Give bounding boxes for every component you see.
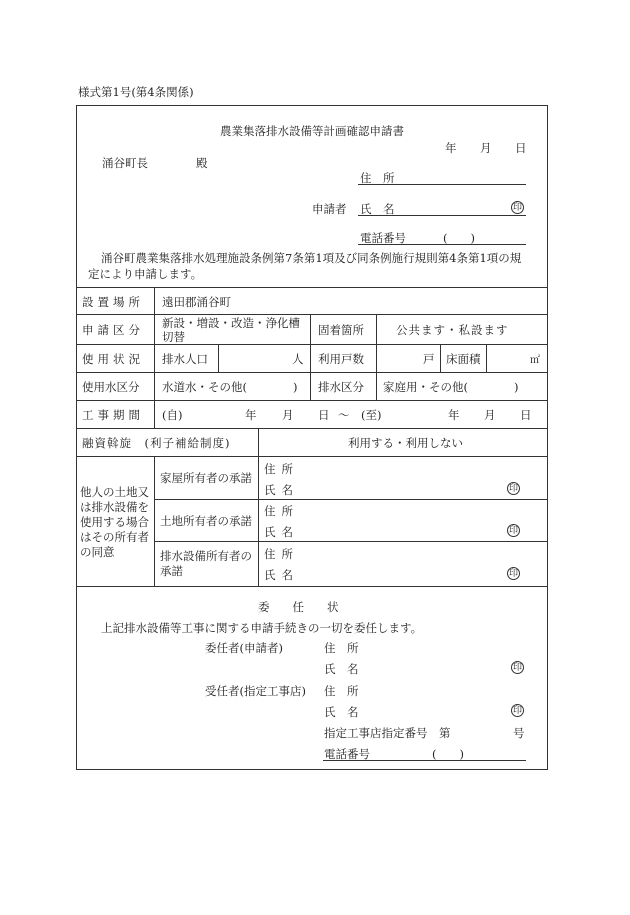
table-vline [486,344,487,372]
household-unit: 戸 [423,352,435,366]
period-to-year: 年 [448,408,460,422]
location-label: 設置場所 [82,295,144,309]
seal-icon: 印 [512,663,522,673]
delegator-name: 氏 名 [324,662,359,676]
drain-type-label: 排水区分 [318,380,364,394]
date-year: 年 [445,141,457,155]
form-number: 様式第1号(第4条関係) [78,85,194,99]
table-vline [310,314,311,400]
consent-label: 他人の土地又は排水設備を使用する場合はその所有者の同意 [80,485,149,559]
period-to-month: 月 [484,408,496,422]
facility-owner-name: 氏名 [264,568,299,582]
period-to-day: 日 [520,408,532,422]
drain-type-value[interactable]: 家庭用・その他( ) [383,380,519,394]
facility-owner-label: 排水設備所有者の承諾 [160,549,252,578]
seal-icon: 印 [508,484,518,494]
loan-label: 融資斡旋 (利子補給制度) [82,436,231,450]
table-line [76,400,548,401]
table-vline [154,456,155,586]
category-label: 申請区分 [82,323,144,337]
category-value[interactable]: 新設・増設・改造・浄化槽切替 [162,316,300,344]
period-from-year: 年 [245,408,257,422]
usage-label: 使用状況 [82,352,144,366]
period-from-day: 日 [318,408,330,422]
table-vline [258,456,259,586]
delegation-text: 上記排水設備等工事に関する申請手続きの一切を委任します。 [101,621,423,635]
table-line [154,499,548,500]
seal-icon: 印 [512,706,522,716]
floor-area-label: 床面積 [446,352,481,366]
period-from: (自) [162,408,183,422]
delegator-label: 委任者(申請者) [205,641,283,655]
area-unit: ㎡ [530,355,540,366]
delegate-phone-label: 電話番号 [324,747,370,761]
period-from-month: 月 [282,408,294,422]
delegator-address: 住 所 [324,641,359,655]
households-label: 利用戸数 [318,352,364,366]
drain-pop-label: 排水人口 [162,352,208,366]
house-owner-label: 家屋所有者の承諾 [160,471,252,485]
loan-value[interactable]: 利用する・利用しない [348,436,463,450]
location-value[interactable]: 遠田郡涌谷町 [162,295,231,309]
fixture-value[interactable]: 公共ます・私設ます [396,323,509,337]
date-day: 日 [515,141,527,155]
honorific: 殿 [196,156,208,170]
table-vline [376,314,377,400]
table-line [76,456,548,457]
table-line [76,287,548,288]
applicant-address-label: 住 所 [360,171,395,185]
land-owner-label: 土地所有者の承諾 [160,514,252,528]
table-line [76,586,548,587]
delegate-phone-line[interactable] [323,760,526,761]
seal-icon: 印 [508,569,518,579]
period-to: ～ (至) [338,408,382,422]
delegate-phone-parens: ( ) [432,747,464,761]
contractor-number-suffix: 号 [513,726,525,740]
seal-icon: 印 [508,526,518,536]
applicant-phone-label: 電話番号 [360,231,406,245]
land-owner-name: 氏名 [264,525,299,539]
house-owner-address: 住所 [264,462,299,476]
fixture-label: 固着箇所 [318,323,364,337]
table-line [76,314,548,315]
applicant-phone-parens: ( ) [443,231,475,245]
delegate-address: 住 所 [324,684,359,698]
applicant-phone-line[interactable] [358,244,526,245]
table-line [76,344,548,345]
table-vline [258,428,259,456]
water-label: 使用水区分 [82,380,140,394]
person-unit: 人 [292,352,304,366]
delegate-name: 氏 名 [324,705,359,719]
applicant-role-label: 申請者 [312,202,347,216]
delegate-label: 受任者(指定工事店) [205,684,306,698]
addressee: 涌谷町長 [102,156,148,170]
table-line [76,372,548,373]
applicant-address-line[interactable] [358,184,526,185]
land-owner-address: 住所 [264,504,299,518]
delegation-title: 委 任 状 [258,600,339,614]
applicant-name-line[interactable] [358,215,526,216]
table-line [154,541,548,542]
body-text-line1: 涌谷町農業集落排水処理施設条例第7条第1項及び同条例施行規則第4条第1項の規 [101,251,522,265]
period-label: 工事期間 [82,408,144,422]
applicant-name-label: 氏 名 [360,202,395,216]
contractor-number-label: 指定工事店指定番号 第 [324,726,451,740]
water-value[interactable]: 水道水・その他( ) [162,380,298,394]
seal-icon: 印 [512,203,522,213]
table-vline [440,344,441,372]
form-title: 農業集落排水設備等計画確認申請書 [220,124,404,138]
date-month: 月 [480,141,492,155]
table-vline [154,287,155,428]
house-owner-name: 氏名 [264,483,299,497]
facility-owner-address: 住所 [264,547,299,561]
table-line [76,428,548,429]
table-vline [218,344,219,372]
body-text-line2: 定により申請します。 [88,267,203,281]
